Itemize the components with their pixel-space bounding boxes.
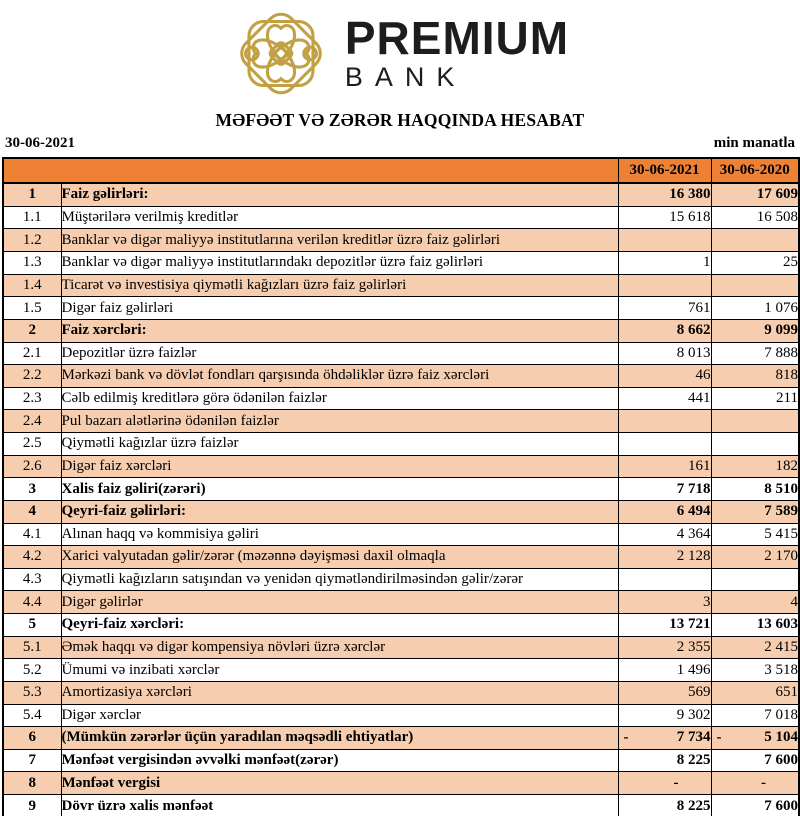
- table-row: [3, 183, 799, 206]
- row-label: Depozitlər üzrə faizlər: [61, 342, 618, 365]
- row-value-2020: 2 170: [711, 546, 799, 569]
- table-row: [3, 568, 799, 591]
- row-number: 4.4: [3, 591, 61, 614]
- row-value-2021: 441: [618, 387, 711, 410]
- value-text: 7 734: [676, 729, 711, 746]
- negative-sign: -: [623, 729, 629, 746]
- table-header-row: [3, 158, 799, 183]
- table-row: [3, 229, 799, 252]
- row-value-2021: 6 494: [618, 500, 711, 523]
- row-value-2021: 1: [618, 252, 711, 275]
- row-label: Faiz gəlirləri:: [61, 183, 618, 206]
- row-value-2020: 17 609: [711, 183, 799, 206]
- table-row: [3, 591, 799, 614]
- row-value-2021: 4 364: [618, 523, 711, 546]
- row-label: Alınan haqq və kommisiya gəliri: [61, 523, 618, 546]
- row-number: 5.4: [3, 704, 61, 727]
- table-row: [3, 387, 799, 410]
- row-number: 5.3: [3, 681, 61, 704]
- row-value-2021: 8 662: [618, 319, 711, 342]
- row-value-2021: 3: [618, 591, 711, 614]
- table-row: [3, 614, 799, 637]
- row-label: Digər xərclər: [61, 704, 618, 727]
- header-empty-cell: [3, 158, 618, 183]
- row-number: 7: [3, 749, 61, 772]
- table-row: [3, 206, 799, 229]
- row-number: 5.2: [3, 659, 61, 682]
- row-number: 9: [3, 795, 61, 816]
- row-value-2021: 569: [618, 681, 711, 704]
- row-number: 2.3: [3, 387, 61, 410]
- row-number: 2.2: [3, 365, 61, 388]
- row-value-2021: 16 380: [618, 183, 711, 206]
- row-value-2021: [618, 229, 711, 252]
- row-number: 1.5: [3, 297, 61, 320]
- row-number: 4.1: [3, 523, 61, 546]
- row-value-2021: 1 496: [618, 659, 711, 682]
- row-label: Müştərilərə verilmiş kreditlər: [61, 206, 618, 229]
- table-row: [3, 297, 799, 320]
- row-number: 2.1: [3, 342, 61, 365]
- row-value-2020: [711, 410, 799, 433]
- table-row: [3, 433, 799, 456]
- column-header-2021: 30-06-2021: [618, 158, 711, 183]
- table-row: [3, 523, 799, 546]
- row-value-2021: 7 718: [618, 478, 711, 501]
- table-row: [3, 455, 799, 478]
- row-label: Qeyri-faiz gəlirləri:: [61, 500, 618, 523]
- row-label: Ticarət və investisiya qiymətli kağızları üzrə faiz gəlirləri: [61, 274, 618, 297]
- report-date: 30-06-2021: [5, 135, 75, 151]
- row-number: 6: [3, 727, 61, 750]
- row-value-2021: 9 302: [618, 704, 711, 727]
- row-number: 2.6: [3, 455, 61, 478]
- row-label: Digər gəlirlər: [61, 591, 618, 614]
- row-number: 2: [3, 319, 61, 342]
- row-value-2020: 2 415: [711, 636, 799, 659]
- row-number: 1: [3, 183, 61, 206]
- table-row: [3, 478, 799, 501]
- row-value-2020: 5 415: [711, 523, 799, 546]
- row-value-2021: [618, 274, 711, 297]
- row-label: Mənfəət vergisindən əvvəlki mənfəət(zərər): [61, 749, 618, 772]
- row-value-2020: [711, 274, 799, 297]
- knot-emblem-icon: [231, 5, 331, 102]
- profit-loss-table: [2, 157, 800, 816]
- row-value-2020: 9 099: [711, 319, 799, 342]
- row-label: Banklar və digər maliyyə institutlarındakı depozitlər üzrə faiz gəlirləri: [61, 252, 618, 275]
- table-row: [3, 410, 799, 433]
- row-value-2020: 7 600: [711, 795, 799, 816]
- table-row: [3, 274, 799, 297]
- row-value-2021: [618, 410, 711, 433]
- row-value-2020: [711, 568, 799, 591]
- row-value-2021: 46: [618, 365, 711, 388]
- row-value-2020: 651: [711, 681, 799, 704]
- row-label: Əmək haqqı və digər kompensiya növləri üzrə xərclər: [61, 636, 618, 659]
- row-value-2021: 8 225: [618, 749, 711, 772]
- table-row: [3, 772, 799, 795]
- row-value-2020: 4: [711, 591, 799, 614]
- unit-label: min manatla: [713, 135, 795, 151]
- row-value-2020: -: [711, 772, 799, 795]
- table-row: [3, 365, 799, 388]
- bank-logo: [0, 0, 800, 103]
- row-label: Digər faiz gəlirləri: [61, 297, 618, 320]
- negative-sign: -: [716, 729, 722, 746]
- row-value-2021: 2 128: [618, 546, 711, 569]
- row-label: (Mümkün zərərlər üçün yaradılan məqsədli ehtiyatlar): [61, 727, 618, 750]
- row-value-2021: 15 618: [618, 206, 711, 229]
- brand-name: PREMIUM: [344, 12, 570, 64]
- row-value-2020: 7 888: [711, 342, 799, 365]
- row-label: Mənfəət vergisi: [61, 772, 618, 795]
- table-row: [3, 727, 799, 750]
- row-label: Ümumi və inzibati xərclər: [61, 659, 618, 682]
- row-number: 4: [3, 500, 61, 523]
- row-number: 1.1: [3, 206, 61, 229]
- meta-row: [0, 135, 800, 155]
- row-value-2021: 13 721: [618, 614, 711, 637]
- row-label: Mərkəzi bank və dövlət fondları qarşısında öhdəliklər üzrə faiz xərcləri: [61, 365, 618, 388]
- table-row: [3, 704, 799, 727]
- column-header-2020: 30-06-2020: [711, 158, 799, 183]
- page-title: MƏFƏƏT VƏ ZƏRƏR HAQQINDA HESABAT: [215, 110, 585, 130]
- table-row: [3, 546, 799, 569]
- bank-wordmark: [344, 12, 570, 92]
- row-number: 1.2: [3, 229, 61, 252]
- row-value-2021: 161: [618, 455, 711, 478]
- table-row: [3, 252, 799, 275]
- row-value-2020: [711, 229, 799, 252]
- row-number: 3: [3, 478, 61, 501]
- row-value-2021: 8 013: [618, 342, 711, 365]
- row-label: Xarici valyutadan gəlir/zərər (məzənnə dəyişməsi daxil olmaqla: [61, 546, 618, 569]
- row-value-2020: 211: [711, 387, 799, 410]
- row-value-2021: 2 355: [618, 636, 711, 659]
- row-value-2020: 25: [711, 252, 799, 275]
- row-label: Xalis faiz gəliri(zərəri): [61, 478, 618, 501]
- table-row: [3, 342, 799, 365]
- row-value-2020: 16 508: [711, 206, 799, 229]
- row-label: Qiymətli kağızların satışından və yenidən qiymətləndirilməsindən gəlir/zərər: [61, 568, 618, 591]
- row-label: Qeyri-faiz xərcləri:: [61, 614, 618, 637]
- row-value-2020: [711, 727, 799, 750]
- row-value-2020: 8 510: [711, 478, 799, 501]
- row-number: 4.2: [3, 546, 61, 569]
- row-number: 8: [3, 772, 61, 795]
- row-value-2020: 13 603: [711, 614, 799, 637]
- row-label: Faiz xərcləri:: [61, 319, 618, 342]
- row-value-2020: 182: [711, 455, 799, 478]
- table-row: [3, 795, 799, 816]
- table-row: [3, 681, 799, 704]
- row-value-2020: 3 518: [711, 659, 799, 682]
- table-row: [3, 319, 799, 342]
- row-value-2020: 7 018: [711, 704, 799, 727]
- row-label: Pul bazarı alətlərinə ödənilən faizlər: [61, 410, 618, 433]
- row-value-2021: [618, 727, 711, 750]
- row-value-2020: 7 600: [711, 749, 799, 772]
- row-label: Qiymətli kağızlar üzrə faizlər: [61, 433, 618, 456]
- row-number: 4.3: [3, 568, 61, 591]
- brand-subtitle: BANK: [344, 62, 467, 92]
- row-value-2020: [711, 433, 799, 456]
- row-label: Dövr üzrə xalis mənfəət: [61, 795, 618, 816]
- table-row: [3, 636, 799, 659]
- row-value-2020: 1 076: [711, 297, 799, 320]
- row-value-2021: 761: [618, 297, 711, 320]
- row-label: Banklar və digər maliyyə institutlarına verilən kreditlər üzrə faiz gəlirləri: [61, 229, 618, 252]
- row-number: 1.4: [3, 274, 61, 297]
- row-value-2021: [618, 433, 711, 456]
- row-number: 5.1: [3, 636, 61, 659]
- row-value-2021: [618, 568, 711, 591]
- value-text: 5 104: [764, 729, 798, 746]
- row-value-2020: 7 589: [711, 500, 799, 523]
- row-label: Cəlb edilmiş kreditlərə görə ödənilən faizlər: [61, 387, 618, 410]
- row-label: Digər faiz xərcləri: [61, 455, 618, 478]
- row-number: 1.3: [3, 252, 61, 275]
- row-label: Amortizasiya xərcləri: [61, 681, 618, 704]
- row-number: 2.4: [3, 410, 61, 433]
- row-value-2020: 818: [711, 365, 799, 388]
- row-number: 5: [3, 614, 61, 637]
- row-value-2021: -: [618, 772, 711, 795]
- table-row: [3, 659, 799, 682]
- table-row: [3, 749, 799, 772]
- row-number: 2.5: [3, 433, 61, 456]
- row-value-2021: 8 225: [618, 795, 711, 816]
- table-row: [3, 500, 799, 523]
